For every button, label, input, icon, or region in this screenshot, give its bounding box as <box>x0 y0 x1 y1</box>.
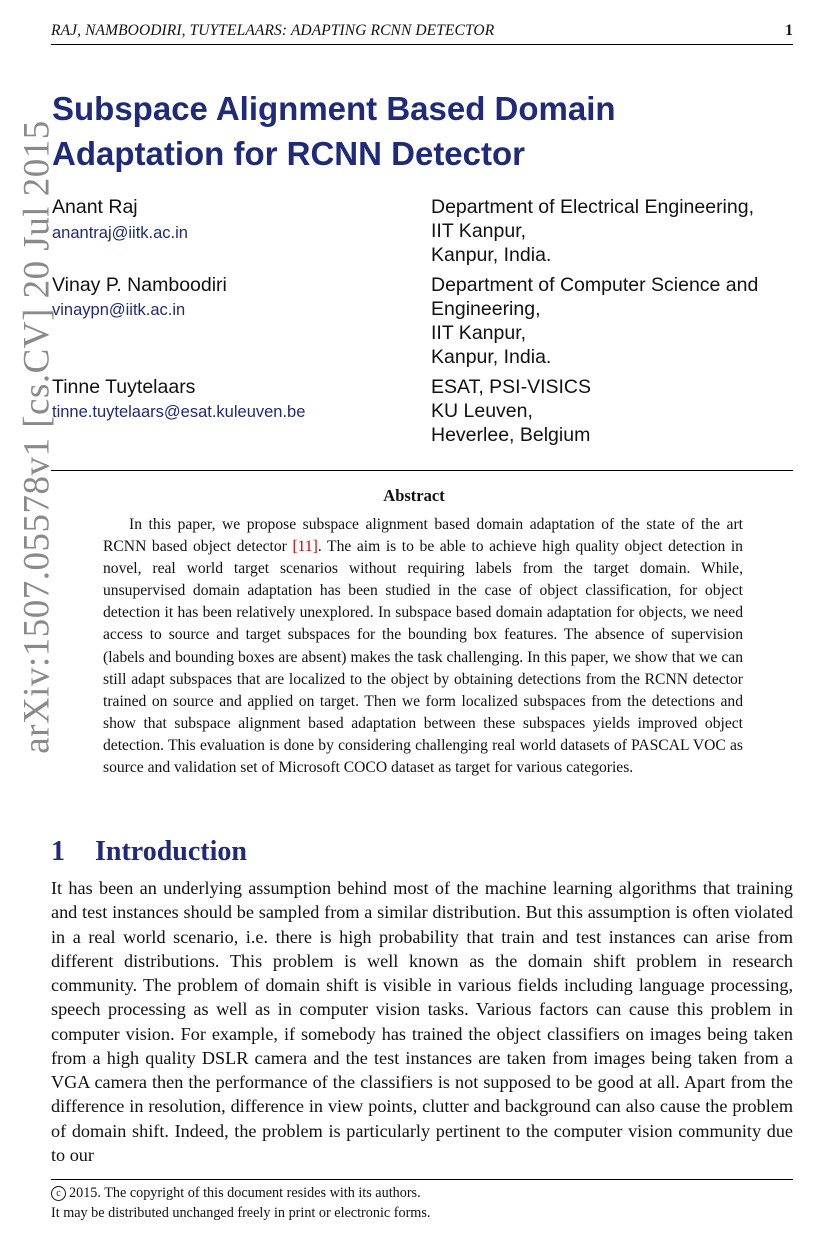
abstract-heading: Abstract <box>383 486 445 505</box>
section-heading-introduction <box>51 834 247 870</box>
author-email-1[interactable]: anantraj@iitk.ac.in <box>52 224 188 242</box>
author-3-affiliation-line-3: Heverlee, Belgium <box>431 424 591 446</box>
running-head <box>51 20 793 45</box>
author-email-3[interactable]: tinne.tuytelaars@esat.kuleuven.be <box>52 403 306 421</box>
author-email-2[interactable]: vinaypn@iitk.ac.in <box>52 301 186 319</box>
introduction-text: It has been an underlying assumption behind most of the machine learning algorithms that training and test instances should be sampled from a similar distribution. But this assumption is often violated in a real world scenario, i.e. there is high probability that train and test instances can arise from different distributions. This problem is well known as the domain shift problem in research community. The problem of domain shift is visible in various fields including language processing, speech processing as well as in computer vision tasks. Various factors can cause this problem in computer vision. For example, if somebody has trained the object classifiers on images being taken from a high quality DSLR camera and the test instances are taken from images being taken from a VGA camera then the performance of the classifiers is not supposed to be good at all. Apart from the difference in resolution, difference in view points, clutter and background can also cause the problem of domain shift. Indeed, the problem is particularly pertinent to the computer vision community due to our <box>51 878 793 1165</box>
author-1-affiliation-line-2: IIT Kanpur, <box>431 220 527 242</box>
copyright-icon: c <box>51 1186 66 1201</box>
copyright-text: 2015. The copyright of this document resides with its authors. <box>69 1185 421 1201</box>
footer-divider <box>51 1179 793 1180</box>
abstract-text <box>103 514 743 779</box>
paper-title <box>52 86 616 176</box>
author-1-affiliation-line-1: Department of Electrical Engineering, <box>431 196 754 218</box>
author-name-3: Tinne Tuytelaars <box>52 376 196 398</box>
author-3-affiliation-line-1: ESAT, PSI-VISICS <box>431 376 592 398</box>
header-divider <box>51 470 793 471</box>
author-2-affiliation-line-1: Department of Computer Science and <box>431 274 759 296</box>
author-name-2: Vinay P. Namboodiri <box>52 274 227 296</box>
author-2-affiliation-line-4: Kanpur, India. <box>431 346 552 368</box>
page-number: 1 <box>785 22 793 39</box>
section-title: Introduction <box>95 836 247 867</box>
running-head-title: RAJ, NAMBOODIRI, TUYTELAARS: ADAPTING RCNN DETECTOR <box>51 22 495 39</box>
paper-title-line-1: Subspace Alignment Based Domain <box>52 90 616 127</box>
abstract-text-part-2: . The aim is to be able to achieve high quality object detection in novel, real world target scenarios without requiring labels from the target domain. While, unsupervised domain adaptation has been studied in the case of object classification, for object detection it has been relatively unexplored. In subspace based domain adaptation for objects, we need access to source and target subspaces for the bounding box features. The absence of supervision (labels and bounding boxes are absent) makes the task challenging. In this paper, we show that we can still adapt subspaces that are localized to the object by obtaining detections from the RCNN detector trained on source and applied on target. Then we form localized subspaces from the detections and show that subspace alignment based adaptation between these subspaces yields improved object detection. This evaluation is done by considering challenging real world datasets of PASCAL VOC as source and validation set of Microsoft COCO dataset as target for various categories. <box>103 538 743 777</box>
author-1-affiliation-line-3: Kanpur, India. <box>431 244 552 266</box>
author-name-1: Anant Raj <box>52 196 138 218</box>
author-3-affiliation-line-2: KU Leuven, <box>431 400 533 422</box>
copyright-line <box>51 1185 421 1202</box>
distribution-notice: It may be distributed unchanged freely in print or electronic forms. <box>51 1205 431 1221</box>
section-number: 1 <box>51 836 65 867</box>
citation-link[interactable]: [11] <box>292 538 318 556</box>
abstract-text-part-1: In this paper, we propose subspace alignment based domain adaptation of the state of the art RCNN based object detector <box>103 516 743 556</box>
arxiv-identifier-stamp: arXiv:1507.05578v1 [cs.CV] 20 Jul 2015 <box>16 120 58 754</box>
author-2-affiliation-line-3: IIT Kanpur, <box>431 322 527 344</box>
paper-title-line-2: Adaptation for RCNN Detector <box>52 135 526 172</box>
author-2-affiliation-line-2: Engineering, <box>431 298 541 320</box>
